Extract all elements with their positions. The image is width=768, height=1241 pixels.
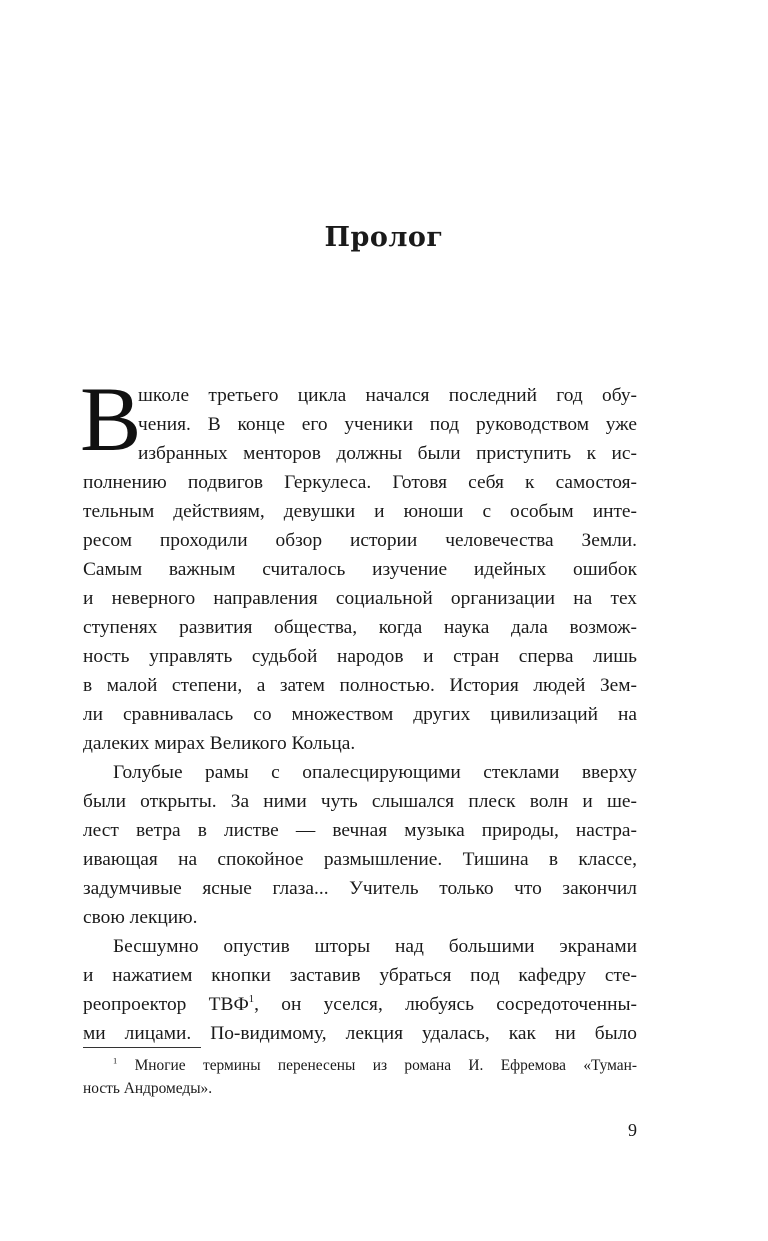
text-line: далеких мирах Великого Кольца. xyxy=(83,733,356,754)
text-line: были открыты. За ними чуть слышался плеск волн и ше- xyxy=(83,791,637,812)
text-line-with-footnote-ref xyxy=(83,990,637,1019)
text-line: избранных менторов должны были приступить к ис- xyxy=(138,443,637,464)
text-line: лест ветра в листве — вечная музыка природы, настра- xyxy=(83,820,637,841)
text-line: ступенях развития общества, когда наука дала возмож- xyxy=(83,617,637,638)
page-number: 9 xyxy=(628,1120,637,1140)
drop-cap: В xyxy=(80,368,142,470)
text-line: школе третьего цикла начался последний год обу- xyxy=(138,385,637,406)
footnote-reference[interactable]: 1 xyxy=(248,993,255,1005)
footnote-line xyxy=(113,1054,637,1077)
footnote-marker: 1 xyxy=(113,1055,118,1066)
text-line: и неверного направления социальной организации на тех xyxy=(83,588,637,609)
text-line: Бесшумно опустив шторы над большими экранами xyxy=(113,936,637,957)
text-line: полнению подвигов Геркулеса. Готовя себя к самостоя- xyxy=(83,472,637,493)
text-line: и нажатием кнопки заставив убраться под кафедру сте- xyxy=(83,965,637,986)
text-line: ивающая на спокойное размышление. Тишина в классе, xyxy=(83,849,637,870)
text-line: в малой степени, а затем полностью. История людей Зем- xyxy=(83,675,637,696)
footnote-text: Многие термины перенесены из романа И. Ефремова «Туман- xyxy=(134,1057,637,1074)
text-line: Самым важным считалось изучение идейных ошибок xyxy=(83,559,637,580)
text-segment: , он уселся, любуясь сосредоточенны- xyxy=(254,994,637,1015)
chapter-title: Пролог xyxy=(324,222,444,253)
text-line: задумчивые ясные глаза... Учитель только что закончил xyxy=(83,878,637,899)
text-line: ми лицами. По-видимому, лекция удалась, как ни было xyxy=(83,1023,637,1044)
footnote-line: ность Андромеды». xyxy=(83,1080,213,1097)
text-line: чения. В конце его ученики под руководством уже xyxy=(138,414,637,435)
footnote-divider xyxy=(83,1047,201,1048)
text-line: тельным действиям, девушки и юноши с особым инте- xyxy=(83,501,637,522)
text-line: свою лекцию. xyxy=(83,907,198,928)
text-line: ли сравнивалась со множеством других цивилизаций на xyxy=(83,704,637,725)
text-line: Голубые рамы с опалесцирующими стеклами вверху xyxy=(113,762,637,783)
text-line: ресом проходили обзор истории человечества Земли. xyxy=(83,530,637,551)
text-line: ность управлять судьбой народов и стран сперва лишь xyxy=(83,646,637,667)
text-segment: реопроектор ТВФ xyxy=(83,994,249,1015)
